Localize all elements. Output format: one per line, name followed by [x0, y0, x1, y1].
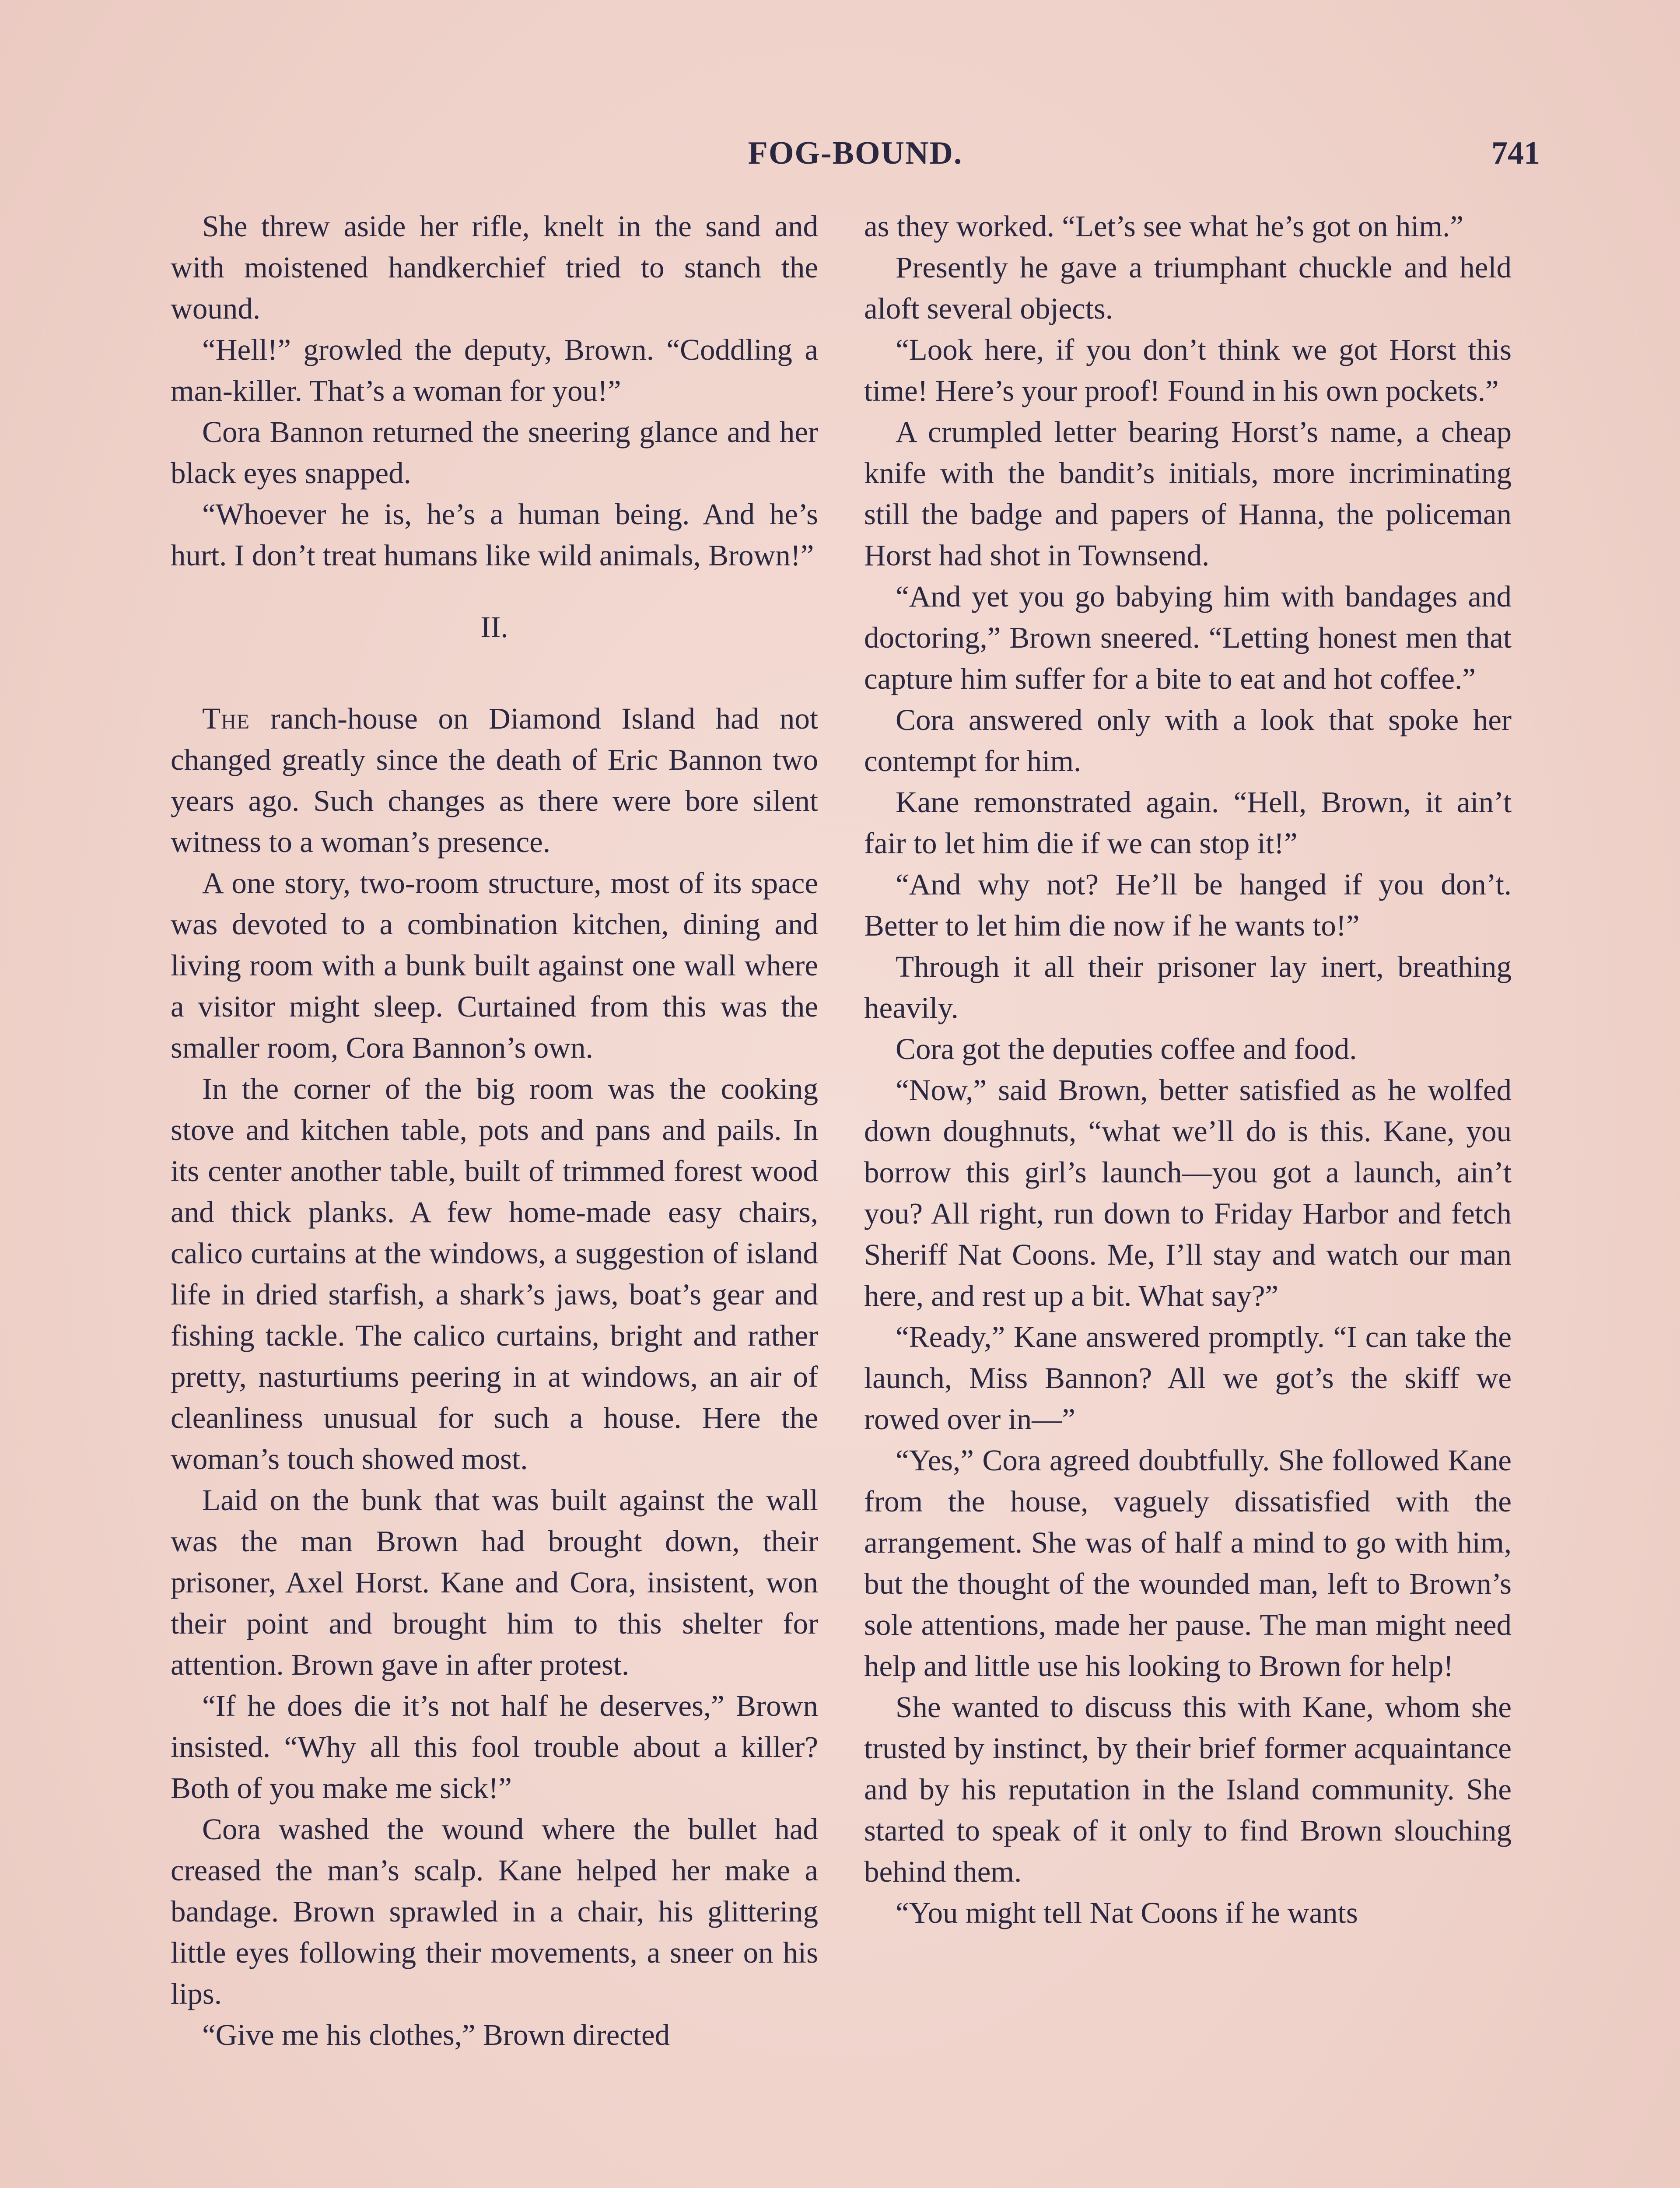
paragraph: “Look here, if you don’t think we got Horst this time! Here’s your proof! Found in his own pockets.”: [864, 333, 1512, 407]
paragraph: “And yet you go babying him with bandages and doctoring,” Brown sneered. “Letting honest men that capture him suffer for a bite to eat and hot coffee.”: [864, 580, 1512, 695]
paragraph: She wanted to discuss this with Kane, whom she trusted by instinct, by their brief former acquaintance and by his reputation in the Island community. She started to speak of it only to find Brown slouching behind them.: [864, 1690, 1512, 1888]
section-opening-paragraph: [171, 698, 818, 863]
paragraph: She threw aside her rifle, knelt in the sand and with moistened handkerchief tried to stanch the wound.: [171, 210, 818, 325]
opening-word: The: [202, 702, 250, 735]
paragraph: Laid on the bunk that was built against the wall was the man Brown had brought down, their prisoner, Axel Horst. Kane and Cora, insistent, won their point and brought him to this shelter for attention. Brown gave in after protest.: [171, 1483, 818, 1681]
paragraph: Cora got the deputies coffee and food.: [896, 1032, 1357, 1066]
page-number: 741: [1491, 135, 1540, 171]
paragraph: “Ready,” Kane answered promptly. “I can take the launch, Miss Bannon? All we got’s the skiff we rowed over in—”: [864, 1320, 1512, 1436]
paragraph: A one story, two-room structure, most of its space was devoted to a combination kitchen, dining and living room with a bunk built against one wall where a visitor might sleep. Curtained from this was the smaller room, Cora Bannon’s own.: [171, 866, 818, 1064]
paragraph-continued: as they worked. “Let’s see what he’s got on him.”: [864, 210, 1464, 243]
paragraph: “And why not? He’ll be hanged if you don’t. Better to let him die now if he wants to!”: [864, 868, 1512, 942]
page-header: [171, 131, 1540, 179]
paragraph: A crumpled letter bearing Horst’s name, a cheap knife with the bandit’s initials, more incriminating still the badge and papers of Hanna, the policeman Horst had shot in Townsend.: [864, 415, 1512, 572]
opening-paragraph-text: ranch-house on Diamond Island had not changed greatly since the death of Eric Bannon two years ago. Such changes as there were bore silent witness to a woman’s presence.: [171, 702, 818, 859]
paragraph: Through it all their prisoner lay inert, breathing heavily.: [864, 950, 1512, 1024]
paragraph: “Whoever he is, he’s a human being. And he’s hurt. I don’t treat humans like wild animals, Brown!”: [171, 498, 818, 572]
paragraph: Cora answered only with a look that spoke her contempt for him.: [864, 703, 1512, 778]
paragraph: Kane remonstrated again. “Hell, Brown, it ain’t fair to let him die if we can stop it!”: [864, 785, 1512, 860]
paragraph: In the corner of the big room was the cooking stove and kitchen table, pots and pans and pails. In its center another table, built of trimmed forest wood and thick planks. A few home-made easy chairs, calico curtains at the windows, a suggestion of island life in dried starfish, a shark’s jaws, boat’s gear and fishing tackle. The calico curtains, bright and rather pretty, nasturtiums peering in at windows, an air of cleanliness unusual for such a house. Here the woman’s touch showed most.: [171, 1072, 818, 1476]
paragraph: “Yes,” Cora agreed doubtfully. She followed Kane from the house, vaguely dissatisfied with the arrangement. She was of half a mind to go with him, but the thought of the wounded man, left to Brown’s sole attentions, made her pause. The man might need help and little use his looking to Brown for help!: [864, 1444, 1512, 1683]
paragraph: “You might tell Nat Coons if he wants: [896, 1896, 1358, 1929]
running-title: FOG-BOUND.: [748, 135, 963, 171]
paragraph: Cora washed the wound where the bullet had creased the man’s scalp. Kane helped her make a bandage. Brown sprawled in a chair, his glittering little eyes following their movements, a sneer on his lips.: [171, 1813, 818, 2010]
left-text-column: [171, 206, 818, 2188]
section-number: II.: [480, 610, 508, 644]
paragraph: “Now,” said Brown, better satisfied as he wolfed down doughnuts, “what we’ll do is this. Kane, you borrow this girl’s launch—you got a launch, ain’t you? All right, run down to Friday Harbor and fetch Sheriff Nat Coons. Me, I’ll stay and watch our man here, and rest up a bit. What say?”: [864, 1073, 1512, 1312]
paragraph: “Hell!” growled the deputy, Brown. “Coddling a man-killer. That’s a woman for you!”: [171, 333, 818, 407]
paragraph: “Give me his clothes,” Brown directed: [202, 2018, 670, 2051]
right-text-column: [864, 206, 1512, 2188]
paragraph: Cora Bannon returned the sneering glance and her black eyes snapped.: [171, 415, 818, 490]
paragraph: “If he does die it’s not half he deserves,” Brown insisted. “Why all this fool trouble about a killer? Both of you make me sick!”: [171, 1689, 818, 1805]
paragraph: Presently he gave a triumphant chuckle and held aloft several objects.: [864, 251, 1512, 325]
